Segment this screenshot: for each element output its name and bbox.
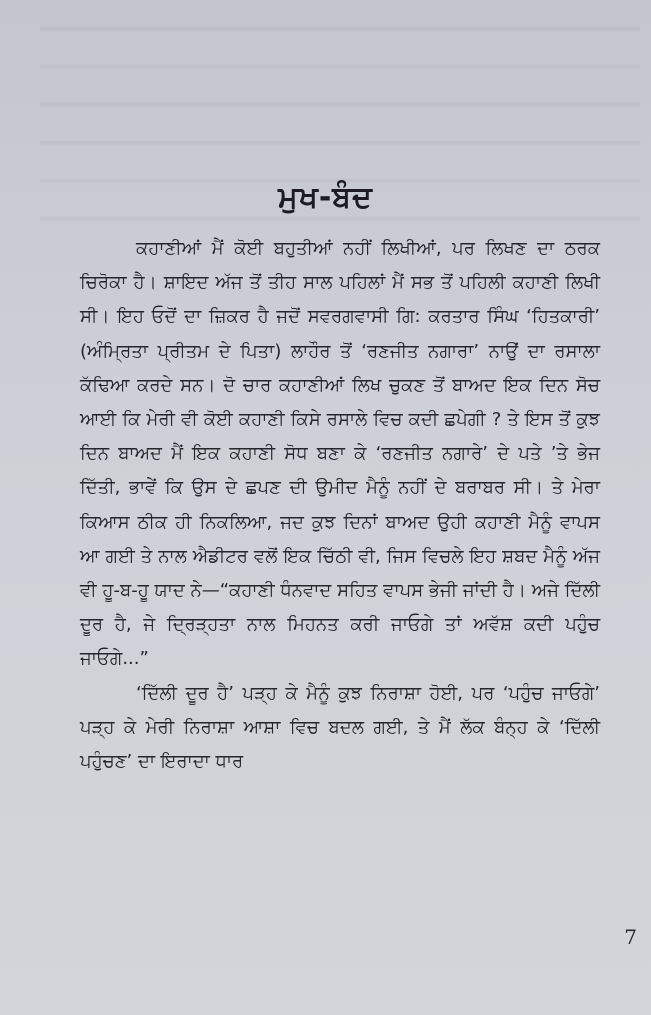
paragraph-1: ਕਹਾਣੀਆਂ ਮੈਂ ਕੋਈ ਬਹੁਤੀਆਂ ਨਹੀਂ ਲਿਖੀਆਂ, ਪਰ ਲਿਖਣ ਦਾ ਠਰਕ ਚਿਰੋਕਾ ਹੈ। ਸ਼ਾਇਦ ਅੱਜ ਤੋਂ ਤੀਹ ਸਾਲ ਪਹਿਲਾਂ ਮੈਂ ਸਭ ਤੋਂ ਪਹਿਲੀ ਕਹਾਣੀ ਲਿਖੀ ਸੀ। ਇਹ ਓਦੋਂ ਦਾ ਜ਼ਿਕਰ ਹੈ ਜਦੋਂ ਸਵਰਗਵਾਸੀ ਗਿ: ਕਰਤਾਰ ਸਿੰਘ ‘ਹਿਤਕਾਰੀ’ (ਅੰਮ੍ਰਿਤਾ ਪ੍ਰੀਤਮ ਦੇ ਪਿਤਾ) ਲਾਹੌਰ ਤੋਂ ‘ਰਣਜੀਤ ਨਗਾਰਾ’ ਨਾਉਂ ਦਾ ਰਸਾਲਾ ਕੱਢਿਆ ਕਰਦੇ ਸਨ। ਦੋ ਚਾਰ ਕਹਾਣੀਆਂ ਲਿਖ ਚੁਕਣ ਤੋਂ ਬਾਅਦ ਇਕ ਦਿਨ ਸੋਚ ਆਈ ਕਿ ਮੇਰੀ ਵੀ ਕੋਈ ਕਹਾਣੀ ਕਿਸੇ ਰਸਾਲੇ ਵਿਚ ਕਦੀ ਛਪੇਗੀ ? ਤੇ ਇਸ ਤੋਂ ਕੁਝ ਦਿਨ ਬਾਅਦ ਮੈਂ ਇਕ ਕਹਾਣੀ ਸੋਧ ਬਣਾ ਕੇ ‘ਰਣਜੀਤ ਨਗਾਰੇ’ ਦੇ ਪਤੇ ’ਤੇ ਭੇਜ ਦਿੱਤੀ, ਭਾਵੇਂ ਕਿ ਉਸ ਦੇ ਛਪਣ ਦੀ ਉਮੀਦ ਮੈਨੂੰ ਨਹੀਂ ਦੇ ਬਰਾਬਰ ਸੀ। ਤੇ ਮੇਰਾ ਕਿਆਸ ਠੀਕ ਹੀ ਨਿਕਲਿਆ, ਜਦ ਕੁਝ ਦਿਨਾਂ ਬਾਅਦ ਉਹੀ ਕਹਾਣੀ ਮੈਨੂੰ ਵਾਪਸ ਆ ਗਈ ਤੇ ਨਾਲ ਐਡੀਟਰ ਵਲੋਂ ਇਕ ਚਿੱਠੀ ਵੀ, ਜਿਸ ਵਿਚਲੇ ਇਹ ਸ਼ਬਦ ਮੈਨੂੰ ਅੱਜ ਵੀ ਹੂ-ਬ-ਹੂ ਯਾਦ ਨੇ—“ਕਹਾਣੀ ਧੰਨਵਾਦ ਸਹਿਤ ਵਾਪਸ ਭੇਜੀ ਜਾਂਦੀ ਹੈ। ਅਜੇ ਦਿੱਲੀ ਦੂਰ ਹੈ, ਜੇ ਦ੍ਰਿੜ੍ਹਤਾ ਨਾਲ ਮਿਹਨਤ ਕਰੀ ਜਾਓਗੇ ਤਾਂ ਅਵੱਸ਼ ਕਦੀ ਪਹੁੰਚ ਜਾਓਗੇ...”: [80, 238, 600, 670]
body-text: [80, 232, 600, 779]
paragraph-2: ‘ਦਿੱਲੀ ਦੂਰ ਹੈ’ ਪੜ੍ਹ ਕੇ ਮੈਨੂੰ ਕੁਝ ਨਿਰਾਸ਼ਾ ਹੋਈ, ਪਰ ‘ਪਹੁੰਚ ਜਾਓਗੇ’ ਪੜ੍ਹ ਕੇ ਮੇਰੀ ਨਿਰਾਸ਼ਾ ਆਸ਼ਾ ਵਿਚ ਬਦਲ ਗਈ, ਤੇ ਮੈਂ ਲੱਕ ਬੰਨ੍ਹ ਕੇ ‘ਦਿੱਲੀ ਪਹੁੰਚਣ’ ਦਾ ਇਰਾਦਾ ਧਾਰ: [80, 682, 600, 773]
chapter-title: ਮੁਖ-ਬੰਦ: [278, 180, 373, 216]
page-number: 7: [624, 925, 637, 949]
